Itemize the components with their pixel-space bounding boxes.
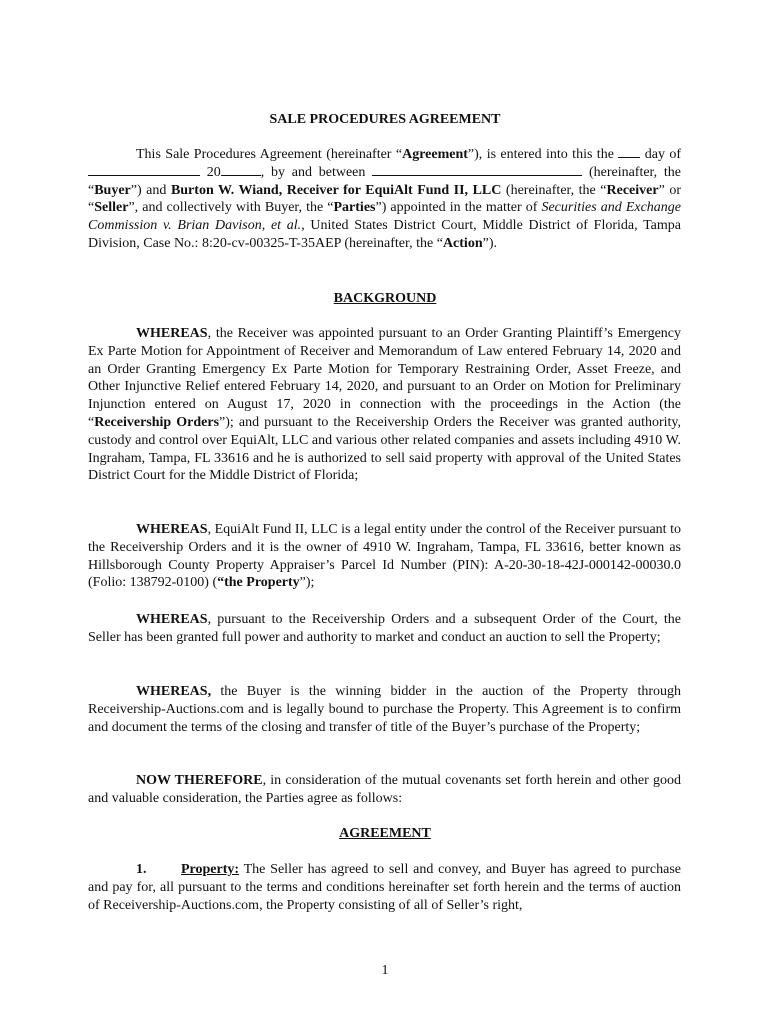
agreement-heading: AGREEMENT: [339, 826, 431, 841]
section-number: 1.: [136, 862, 147, 877]
whereas-paragraph-3: WHEREAS, pursuant to the Receivership Orders and a subsequent Order of the Court, the Seller has been granted full power and authority to market and conduct an auction to sell the Property;: [88, 612, 681, 645]
buyer-term: Buyer: [94, 182, 131, 198]
document-title: SALE PROCEDURES AGREEMENT: [269, 112, 501, 127]
action-term: Action: [442, 235, 483, 251]
blank-year-line: [221, 164, 261, 176]
background-heading: BACKGROUND: [333, 291, 437, 306]
blank-day-line: [618, 146, 640, 158]
section-heading: Property:: [181, 862, 240, 877]
case-name: Securities and Exchange Commission v. Brian Davison, et al.: [88, 200, 682, 234]
whereas-paragraph-2: WHEREAS, EquiAlt Fund II, LLC is a legal entity under the control of the Receiver pursuant to the Receivership Orders and it is the owner of 4910 W. Ingraham, Tampa, FL 33616, better known as Hillsborough County Property Appraiser’s Parcel Id Number (PIN): A-20-30-18-42J-000142-00030.0 (Folio: 138792-0100) (“the Property”);: [88, 522, 681, 591]
agreement-term: Agreement: [402, 147, 468, 162]
page-number: 1: [381, 963, 389, 978]
now-therefore-paragraph: NOW THEREFORE, in consideration of the mutual covenants set forth herein and other good and valuable consideration, the Parties agree as follows:: [88, 773, 681, 806]
blank-buyer-line: [372, 164, 582, 176]
parties-term: Parties: [333, 200, 376, 216]
section-1-property: 1. Property: The Seller has agreed to sell and convey, and Buyer has agreed to purchase and pay for, all pursuant to the terms and conditions hereinafter set forth herein and the terms of auction of Receivership-Auctions.com, the Property consisting of all of Seller’s right,: [88, 862, 681, 913]
blank-month-line: [88, 164, 200, 176]
intro-paragraph: This Sale Procedures Agreement (hereinafter “Agreement”), is entered into this the day of 20 , by and between (hereinafter, the “Buyer”) and Burton W. Wiand, Receiver for EquiAlt Fund II, LLC (hereinafter, the “Receiver” or “Seller”, and collectively with Buyer, the “Parties”) appointed in the matter of Securities and Exchange Commission v. Brian Davison, et al., United States District Court, Middle District of Florida, Tampa Division, Case No.: 8:20-cv-00325-T-35AEP (hereinafter, the “Action”).: [88, 147, 682, 251]
receiver-term: Receiver: [606, 182, 659, 198]
whereas-paragraph-1: WHEREAS, the Receiver was appointed pursuant to an Order Granting Plaintiff’s Emergency Ex Parte Motion for Appointment of Receiver and Memorandum of Law entered February 14, 2020 and an Order Granting Emergency Ex Parte Motion for Temporary Restraining Order, Asset Freeze, and Other Injunctive Relief entered February 14, 2020, and pursuant to an Order on Motion for Preliminary Injunction entered on August 17, 2020 in connection with the proceedings in the Action (the “Receivership Orders”); and pursuant to the Receivership Orders the Receiver was granted authority, custody and control over EquiAlt, LLC and various other related companies and assets including 4910 W. Ingraham, Tampa, FL 33616 and he is authorized to sell said property with approval of the United States District Court for the Middle District of Florida;: [88, 326, 681, 484]
whereas-paragraph-4: WHEREAS, the Buyer is the winning bidder in the auction of the Property through Receivership-Auctions.com and is legally bound to purchase the Property. This Agreement is to confirm and document the terms of the closing and transfer of title of the Buyer’s purchase of the Property;: [88, 684, 681, 735]
receiver-name: Burton W. Wiand, Receiver for EquiAlt Fund II, LLC: [170, 182, 502, 198]
seller-term: Seller: [94, 200, 129, 216]
